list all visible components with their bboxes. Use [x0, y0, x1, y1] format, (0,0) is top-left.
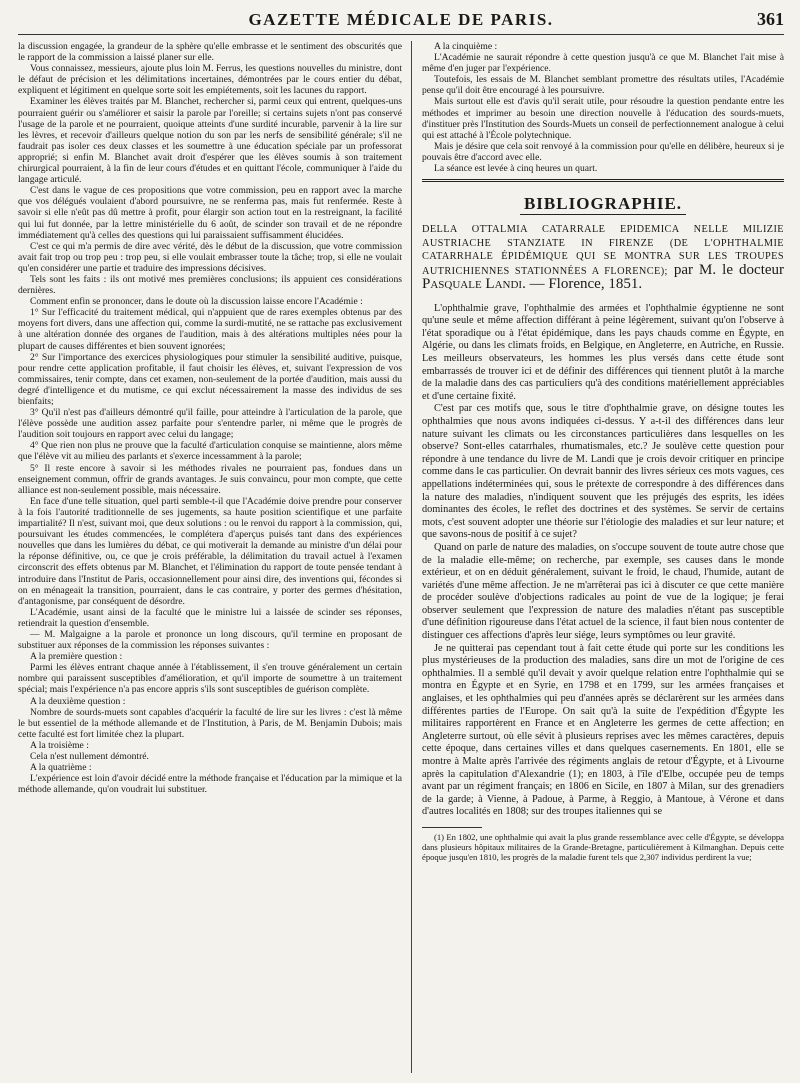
paragraph: C'est dans le vague de ces propositions que votre commission, peu en rapport avec la marche que vos délégués voulaient d'abord poursuivre, ne se renferma pas, mais fut renfermée. Reste à savoir si elle n'eût pas dû mettre à profit, pour élargir son action tout en la restreignant, la facilité qui lui fut donnée, par la lettre ministérielle du 6 août, de scinder son travail et de ne répondre immédiatement qu'à celles des questions qui lui paraissaient suffisamment élucidées. [18, 185, 402, 241]
paragraph: Vous connaissez, messieurs, ajoute plus loin M. Ferrus, les questions nouvelles du ministre, dont le défaut de précision et les délimitations incertaines, démontrées par le cours entier du débat, expliquent et légitiment en quelque sorte soit les empiétements, soit les lacunes du rapport. [18, 63, 402, 97]
bibliography-body [422, 303, 784, 819]
bibliography-work-title [422, 223, 784, 293]
academy-report-continuation [422, 41, 784, 174]
paragraph: C'est ce qui m'a permis de dire avec vérité, dès le début de la discussion, que votre commission avait fait trop ou trop peu : trop peu, si elle voulait embrasser toute la tâche; trop, si elle ne voulait qu'en considérer une partie et traduire des impressions décisives. [18, 240, 402, 274]
paragraph: A la troisième : [30, 739, 89, 751]
author-name: Pasquale Landi. [422, 276, 526, 293]
paragraph: Nombre de sourds-muets sont capables d'acquérir la faculté de lire sur les livres : c'est là même le but essentiel de la méthode allemande et de l'Institution, à Paris, de M. Benjamin Dubois; mais cette faculté est fort limitée chez la plupart. [18, 706, 402, 740]
footnote: (1) En 1802, une ophthalmie qui avait la plus grande ressemblance avec celle d'Égypte, se développa dans plusieurs hôpitaux militaires de la Grande-Bretagne, particulièrement à Kilmanghan. Depuis cette époque jusqu'en 1810, les progrès de la maladie furent tels que 2,307 individus perdirent la vue; [422, 831, 784, 862]
paragraph: Comment enfin se prononcer, dans le doute où la discussion laisse encore l'Académie : [30, 296, 363, 308]
left-column [18, 41, 402, 1081]
section-rule [422, 179, 784, 182]
place-date: — Florence, 1851. [525, 276, 643, 293]
paragraph: Parmi les élèves entrant chaque année à l'établissement, il s'en trouve généralement un certain nombre qui paraissent susceptibles d'amélioration, et qu'il importe de soumettre à un traitement spécial; mais l'expérience n'a pas encore appris s'ils sont susceptibles de guérison complète. [18, 662, 402, 696]
paragraph: Je ne quitterai pas cependant tout à fait cette étude qui porte sur les conditions les plus mystérieuses de la production des maladies, sans dire un mot de l'origine de ces ophthalmies. Il a semblé qu'il devait y avoir quelque relation entre l'ophthalmie qui se montra en Égypte et en Syrie, en 1798 et en 1799, sur les armées françaises et anglaises, et les ophthalmies qui peu d'années après se déclarèrent sur les armées dans différentes parties de l'Europe. On sait qu'à la suite de l'expédition d'Égypte les militaires rapportèrent en France et en Angleterre les germes de cette affection; en Angleterre surtout, où elle sévit à plusieurs reprises avec les mêmes caractères, depuis cette époque, dans certaines villes et dans quelques casernements. En 1801, elle se montre à Malte après l'arrivée des régiments anglais de retour d'Égypte, et à Livourne après la capitulation d'Alexandrie (1); en 1803, à l'île d'Elbe, occupée peu de temps avant par un régiment français; en 1806 en Sicile, en 1807 à Milan, sur des grenadiers de la garde; à Vienne, à Padoue, à Parme, à Reggio, à Mantoue, à Vérone et dans d'autres localités en 1808; sur des troupes italiennes qui se [422, 642, 784, 818]
paragraph: En face d'une telle situation, quel parti semble-t-il que l'Académie doive prendre pour conserver à la fois l'autorité traditionnelle de ses jugements, sa haute position scientifique et une parfaite impartialité? Il n'est, suivant moi, que deux solutions : ou le renvoi du rapport à la commission, qui, poursuivant les études commencées, le complétera d'aperçus puisés tant dans des expériences nouvelles que dans les lumières du débat, ce qui motiverait la demande au ministre d'un délai pour la réponse définitive, ou, ce que je crois préférable, la délimitation du travail actuel à l'examen circonscrit des effets obtenus par M. Blanchet, et l'élimination du rapport de toute pensée tendant à introduire dans l'Institut de Paris, occasionnellement pour ainsi dire, des inventions qui, fécondes si on en ménageait la transition, pourraient, dans le cas contraire, y porter des germes d'hésitation, d'antagonisme, par conséquent de désordre. [18, 495, 402, 607]
paragraph: C'est par ces motifs que, sous le titre d'ophthalmie grave, on désigne toutes les ophthalmies que nous avons indiquées ci-dessus. Y a-t-il des différences dans leur nature suivant les climats ou les circonstances particulières dans lesquelles on les observe? Sont-elles catarrhales, rhumatismales, etc.? Je soulève cette question pour répondre à une tendance du livre de M. Landi que je crois devoir critiquer en principe comme dans le cas particulier. On devrait bannir des livres sérieux ces mots vagues, ces appellations indéterminées qui, sous le prétexte de correspondre à des différences dans la nature des maladies, n'indiquent souvent que les préjugés des esprits, les idées dominantes des écoles, le reflet des doctrines et des systèmes. Se servir de certains mots, c'est souvent adopter une théorie sur l'étiologie des maladies et sur leur nature; et que savons-nous de positif à ce sujet? [422, 403, 784, 541]
footnote-rule [422, 827, 482, 828]
paragraph: Mais je désire que cela soit renvoyé à la commission pour qu'elle en délibère, heureux si je pouvais être d'accord avec elle. [422, 140, 784, 163]
paragraph: Quand on parle de nature des maladies, on s'occupe souvent de toute autre chose que de la maladie elle-même; on recherche, par exemple, ses causes dans le monde extérieur, et on en déduit généralement, suivant le froid, le chaud, l'humide, autant de variétés d'une même affection. Je ne m'arrêterai pas ici à discuter ce que cette manière de procéder soulève d'objections radicales au point de vue de la logique; je ferai observer seulement que l'expression de nature des maladies n'étant pas susceptible d'une définition rigoureuse dans l'état actuel de la science, il faut bien nous contenter de distinguer ces affections d'après leur siége, leurs symptômes ou leur gravité. [422, 541, 784, 642]
paragraph: Examiner les élèves traités par M. Blanchet, rechercher si, parmi ceux qui entrent, quelques-uns pourraient guérir ou s'améliorer et saisir la parole par l'oreille; si certains sujets n'ont pas conservé l'usage de la parole et ne pourraient, quoique atteints d'une surdité incurable, parvenir à la lire sur les lèvres, et recevoir d'ailleurs quelque notion du son par les nerfs de sensibilité générale; s'il ne faudrait pas isoler ces deux classes et les soumettre à une éducation spéciale par un professorat approprié; si enfin M. Blanchet avait droit d'espérer que les élèves soumis à son traitement chirurgical pourraient, à la fin de leur cours d'études et en quittant l'école, communiquer à l'aide du langage articulé. [18, 96, 402, 186]
work-title-author: par M. le docteur [667, 261, 784, 278]
right-column [422, 41, 784, 1081]
columns [18, 41, 784, 1081]
paragraph: Cela n'est nullement démontré. [30, 751, 149, 762]
page-number: 361 [757, 9, 784, 29]
paragraph: A la première question : [30, 651, 123, 663]
paragraph: 2° Sur l'importance des exercices physiologiques pour stimuler la sensibilité auditive, puisque, pour rendre cette application profitable, il faut choisir les élèves, et, suivant l'expression de vos commissaires, tenir compte, dans cet examen, non-seulement de la portée d'audition, mais aussi du degré d'intelligence et du mutisme, ce qui exclut nécessairement la masse des individus de ses bienfaits; [18, 351, 402, 407]
paragraph: A la deuxième question : [30, 695, 126, 707]
paragraph: La séance est levée à cinq heures un quart. [434, 163, 598, 175]
paragraph: Mais surtout elle est d'avis qu'il serait utile, pour résoudre la question pendante entre les méthodes et imprimer au besoin une direction nouvelle à l'éducation des sourds-muets, d'instituer près l'Institution des Sourds-Muets un conseil de perfectionnement analogue à celui qui est attaché à l'École polytechnique. [422, 96, 784, 141]
paragraph: L'expérience est loin d'avoir décidé entre la méthode française et l'éducation par la mimique et la méthode allemande, qu'on voudrait lui substituer. [18, 773, 402, 796]
paragraph: L'ophthalmie grave, l'ophthalmie des armées et l'ophthalmie égyptienne ne sont qu'une seule et même affection différant à peine légèrement, suivant qu'on l'observe à l'état sporadique ou à l'état épidémique, dans les pays chauds comme en Égypte, en Algérie, ou dans les climats froids, en Belgique, en Angleterre, en Autriche, en Russie. Les meilleurs observateurs, les hommes les plus versés dans cette étude sont embarrassés de trouver ici et de définir des différences qui tiennent plutôt à la marche de la maladie dans des cas particuliers qu'à des conditions matériellement appréciables et d'une certaine fixité. [422, 302, 784, 402]
paragraph: — M. Malgaigne a la parole et prononce un long discours, qu'il termine en proposant de substituer aux réponses de la commission les réponses suivantes : [18, 628, 402, 652]
journal-title: GAZETTE MÉDICALE DE PARIS. [248, 10, 554, 29]
paragraph: L'Académie, usant ainsi de la faculté que le ministre lui a laissée de scinder ses réponses, retiendrait la question d'ensemble. [18, 606, 402, 629]
column-divider [411, 41, 412, 1073]
paragraph: 5° Il reste encore à savoir si les méthodes rivales ne pourraient pas, fondues dans un enseignement commun, offrir de grands avantages. Je suis convaincu, pour mon compte, que cette alliance est non-seulement possible, mais nécessaire. [18, 462, 402, 496]
paragraph: Toutefois, les essais de M. Blanchet semblant promettre des résultats utiles, l'Académie pense qu'il doit être encouragé à les poursuivre. [422, 74, 784, 97]
paragraph: 3° Qu'il n'est pas d'ailleurs démontré qu'il faille, pour atteindre à l'articulation de la parole, que l'élève possède une audition assez parfaite pour s'entendre parler, ni même que le progrès de l'audition soit toujours en rapport avec celui du langage; [18, 407, 402, 441]
paragraph: L'Académie ne saurait répondre à cette question jusqu'à ce que M. Blanchet l'ait mise à même d'en juger par l'expérience. [422, 52, 784, 75]
bibliography-heading: BIBLIOGRAPHIE. [422, 194, 784, 215]
page-header [18, 8, 784, 35]
paragraph: Tels sont les faits : ils ont motivé mes premières conclusions; ils appuient ces considérations dernières. [18, 273, 402, 297]
paragraph: 4° Que rien non plus ne prouve que la faculté d'articulation conquise se maintienne, alors même que l'élève vit au milieu des parlants et s'exerce incessamment à la parole; [18, 440, 402, 463]
paragraph: 1° Sur l'efficacité du traitement médical, qui n'appuient que de rares exemples obtenus par des moyens fort divers, dans une affection qui, comme la surdi-mutité, ne se rattache pas exclusivement à une altération donnée des organes de l'audition, mais à des altérations multiples nées pour la plupart de causes différentes et bien souvent ignorées; [18, 307, 402, 352]
paragraph: la discussion engagée, la grandeur de la sphère qu'elle embrasse et le sentiment des obscurités que le rapport de la commission a laissé planer sur elle. [18, 41, 402, 64]
paragraph: A la quatrième : [30, 762, 92, 774]
work-title-caps: DELLA OTTALMIA CATARRALE EPIDEMICA NELLE MILIZIE AUSTRIACHE STANZIATE IN FIRENZE (DE L'OPHTHALMIE CATARRHALE ÉPIDÉMIQUE QUI SE MONTRA SUR LES TROUPES AUTRICHIENNES STATIONNÉES A FLORENCE); [422, 224, 784, 277]
paragraph: A la cinquième : [434, 41, 498, 52]
